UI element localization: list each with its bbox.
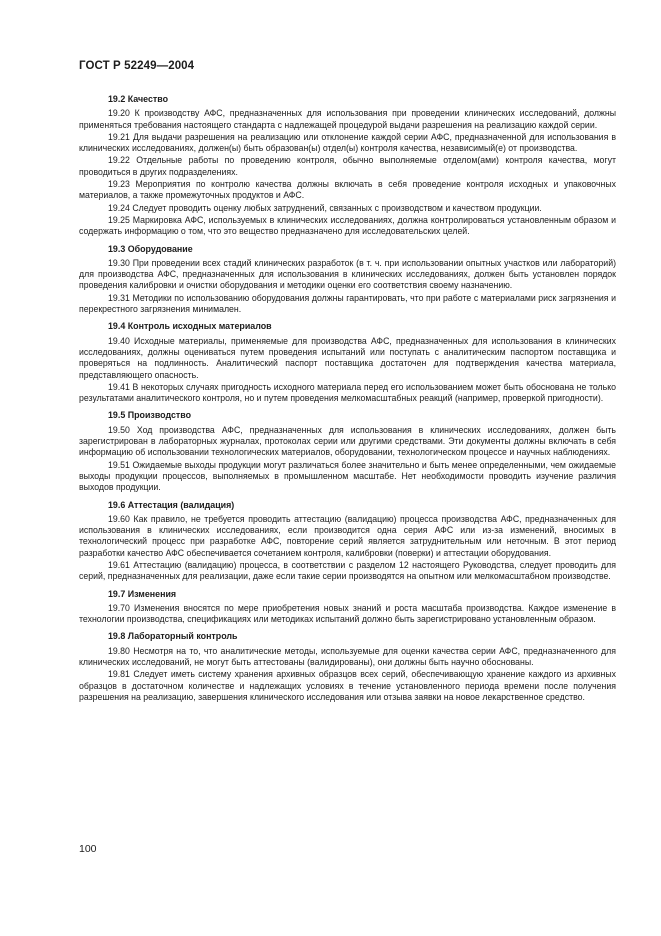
paragraph: 19.80 Несмотря на то, что аналитические методы, используемые для оценки качества серии АФС, предназначенного для клинических исследований, не могут быть аттестованы (валидированы), они должны быть научно обоснованы.	[79, 645, 616, 668]
paragraph: 19.25 Маркировка АФС, используемых в клинических исследованиях, должна контролироваться установленным образом и содержать информацию о том, что это вещество предназначено для исследовательских целей.	[79, 214, 616, 237]
section-heading: 19.5 Производство	[108, 410, 192, 421]
section-heading: 19.6 Аттестация (валидация)	[108, 499, 235, 510]
paragraph: 19.40 Исходные материалы, применяемые для производства АФС, предназначенных для использования в клинических исследованиях, должны оцениваться путем проведения испытаний или поступать с аналитическим паспортом поставщика и проверяться на подлинность. Аналитический паспорт поставщика достаточен для подтверждения качества материала, представляющего опасность.	[79, 335, 616, 380]
section-heading: 19.8 Лабораторный контроль	[108, 631, 238, 642]
document-header: ГОСТ Р 52249—2004	[79, 60, 195, 72]
paragraph: 19.31 Методики по использованию оборудования должны гарантировать, что при работе с материалами риск загрязнения и перекрестного загрязнения минимален.	[79, 292, 616, 315]
paragraph: 19.20 К производству АФС, предназначенных для использования при проведении клинических исследований, должны применяться требования настоящего стандарта с надлежащей процедурой выдачи разрешения на реализацию каждой серии.	[79, 108, 616, 130]
paragraph: 19.41 В некоторых случаях пригодность исходного материала перед его использованием может быть обоснована не только результатами аналитического контроля, но и путем проведения мелкомасштабных реакций (например, проверкой пригодности).	[79, 381, 616, 404]
paragraph: 19.61 Аттестацию (валидацию) процесса, в соответствии с разделом 12 настоящего Руководства, следует проводить для серий, предназначенных для реализации, даже если такие серии производятся на опытном или мелкомасштабном производстве.	[79, 559, 616, 582]
paragraph: 19.50 Ход производства АФС, предназначенных для использования в клинических исследованиях, должен быть зарегистрирован в лабораторных журналах, протоколах серии или другими средствами. Эти документы должны включать в себя информацию об использовании технологических материалов, оборудовании, технологическом процессе и научных наблюдениях.	[79, 424, 616, 458]
page-number: 100	[79, 843, 97, 855]
document-body	[79, 94, 616, 704]
paragraph: 19.70 Изменения вносятся по мере приобретения новых знаний и роста масштаба производства. Каждое изменение в технологии производства, спецификациях или методиках испытаний должно быть зарегистрировано установленным образом.	[79, 602, 616, 625]
paragraph: 19.30 При проведении всех стадий клинических разработок (в т. ч. при использовании опытных участков или лабораторий) для производства АФС, предназначенных для использования в клинических исследованиях, должен быть установлен порядок проведения калибровки и очистки оборудования и методики оценки его соответствия своему назначению.	[79, 257, 616, 291]
section-heading: 19.2 Качество	[108, 94, 168, 104]
paragraph: 19.23 Мероприятия по контролю качества должны включать в себя проведение контроля исходных и упаковочных материалов, а также промежуточных продуктов и АФС.	[79, 179, 616, 201]
paragraph: 19.60 Как правило, не требуется проводить аттестацию (валидацию) процесса производства АФС, предназначенных для использования в клинических исследованиях, если производится одна серия АФС или из-за изменений, вносимых в технологический процесс при разработке АФС, повторение серий является затруднительным или неточным. В этот период разработки качество АФС обеспечивается сочетанием контроля, калибровки (поверки) и аттестации оборудования.	[79, 513, 616, 558]
section-heading: 19.7 Изменения	[108, 588, 177, 599]
paragraph: 19.21 Для выдачи разрешения на реализацию или отклонение каждой серии АФС, предназначенной для использования в клинических исследованиях, должен(ы) быть образован(ы) отдел(ы) контроля качества, независимый(е) от производства.	[79, 131, 616, 154]
paragraph: 19.51 Ожидаемые выходы продукции могут различаться более значительно и быть менее определенными, чем ожидаемые выходы продукции процессов, выполняемых в промышленном масштабе. Нет необходимости проводить изучение различия выходов продукции.	[79, 459, 616, 493]
paragraph: 19.22 Отдельные работы по проведению контроля, обычно выполняемые отделом(ами) контроля качества, могут проводиться в других подразделениях.	[79, 155, 616, 177]
paragraph: 19.81 Следует иметь систему хранения архивных образцов всех серий, обеспечивающую хранение каждого из архивных образцов в достаточном количестве и надлежащих условиях в течение установленного периода времени после получения разрешения на реализацию, завершения клинического исследования или отзыва заявки на новое лекарственное средство.	[79, 669, 616, 702]
section-heading: 19.3 Оборудование	[108, 243, 193, 254]
section-heading: 19.4 Контроль исходных материалов	[108, 321, 272, 332]
paragraph: 19.24 Следует проводить оценку любых затруднений, связанных с производством и качеством продукции.	[108, 202, 542, 213]
